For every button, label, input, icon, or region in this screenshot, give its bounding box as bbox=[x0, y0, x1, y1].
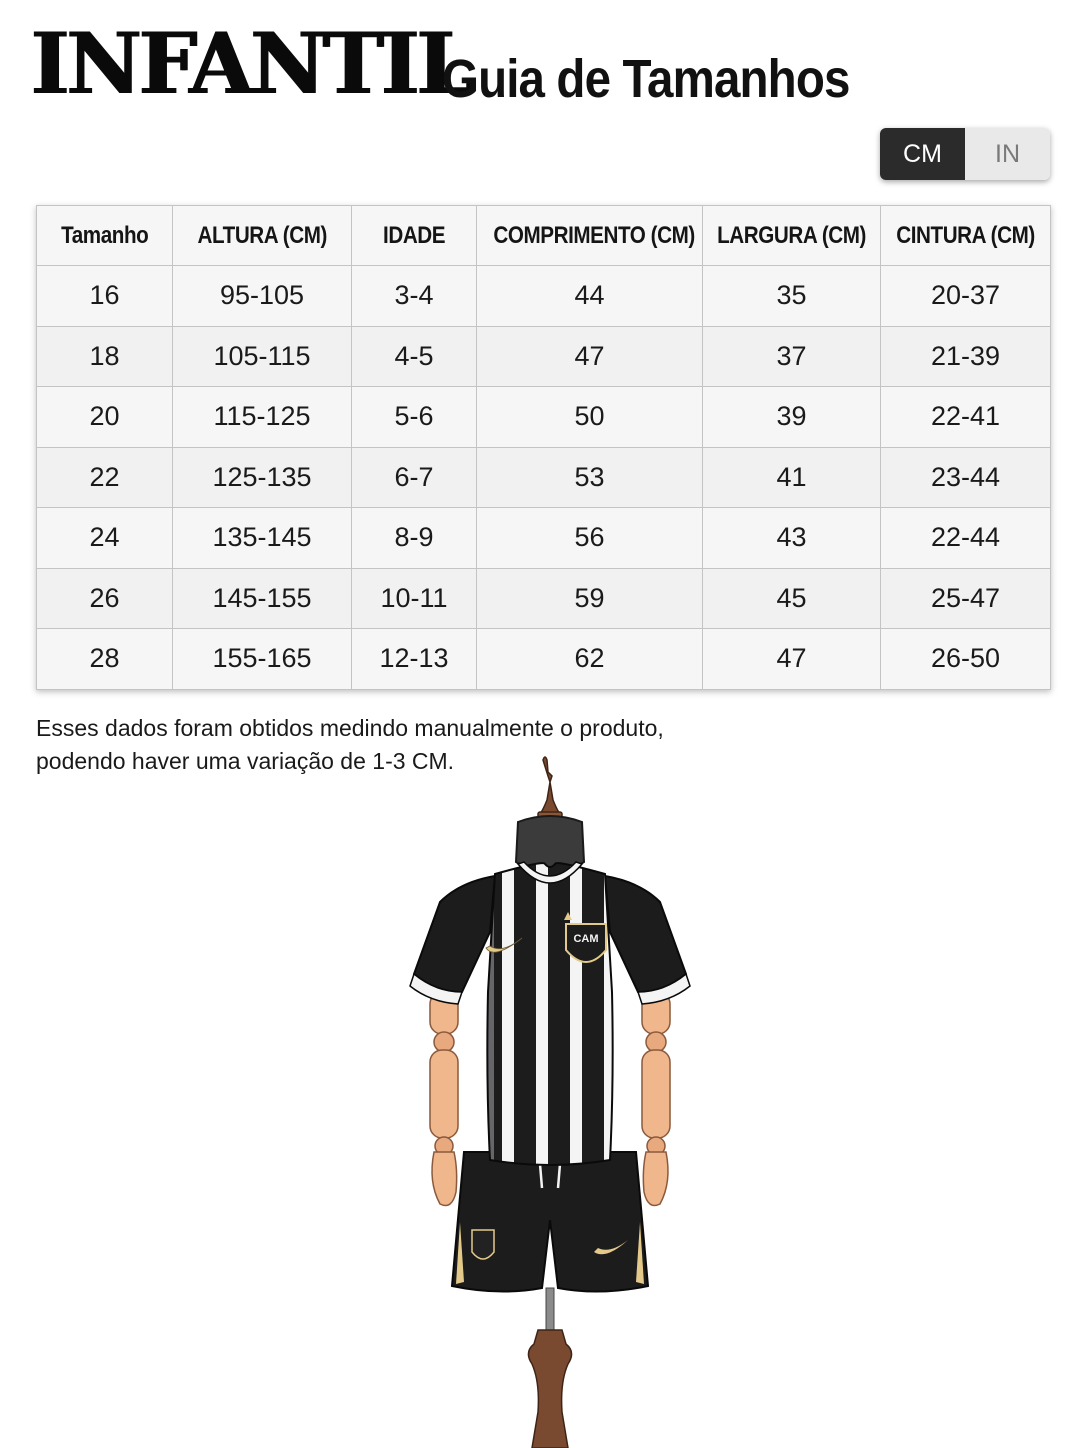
stand-pole-shape bbox=[546, 1288, 554, 1330]
cell-size: 28 bbox=[37, 629, 173, 690]
cell-height: 115-125 bbox=[173, 387, 352, 448]
unit-option-in[interactable]: IN bbox=[965, 128, 1050, 180]
cell-size: 16 bbox=[37, 266, 173, 327]
brand-title: INFANTIL bbox=[30, 14, 471, 113]
cell-size: 22 bbox=[37, 447, 173, 508]
header-largura: LARGURA (CM) bbox=[703, 206, 881, 266]
header-altura: ALTURA (CM) bbox=[173, 206, 352, 266]
right-sleeve-shape bbox=[605, 876, 686, 992]
cell-age: 6-7 bbox=[352, 447, 477, 508]
note-line-2: podendo haver uma variação de 1-3 CM. bbox=[36, 748, 455, 774]
cell-width: 43 bbox=[703, 508, 881, 569]
cell-height: 125-135 bbox=[173, 447, 352, 508]
cell-length: 53 bbox=[477, 447, 703, 508]
cell-waist: 23-44 bbox=[881, 447, 1051, 508]
cell-length: 62 bbox=[477, 629, 703, 690]
finial-shape bbox=[540, 757, 560, 814]
cell-width: 47 bbox=[703, 629, 881, 690]
cell-size: 24 bbox=[37, 508, 173, 569]
shorts-crest-icon bbox=[472, 1230, 494, 1259]
cell-height: 105-115 bbox=[173, 326, 352, 387]
table-row bbox=[37, 629, 1051, 690]
cell-length: 56 bbox=[477, 508, 703, 569]
table-row bbox=[37, 447, 1051, 508]
table-row bbox=[37, 568, 1051, 629]
kit-mannequin-image bbox=[400, 752, 700, 1448]
table-row bbox=[37, 508, 1051, 569]
left-sleeve-shape bbox=[414, 876, 495, 992]
stand-base-shape bbox=[528, 1330, 571, 1448]
header-comprimento: COMPRIMENTO (CM) bbox=[477, 206, 703, 266]
cell-age: 10-11 bbox=[352, 568, 477, 629]
table-header-row bbox=[37, 206, 1051, 266]
left-arm-shape bbox=[430, 992, 458, 1206]
cell-width: 39 bbox=[703, 387, 881, 448]
shorts-shape bbox=[452, 1152, 648, 1292]
cell-size: 20 bbox=[37, 387, 173, 448]
cell-width: 35 bbox=[703, 266, 881, 327]
cell-age: 3-4 bbox=[352, 266, 477, 327]
right-arm-shape bbox=[642, 992, 670, 1206]
cell-waist: 20-37 bbox=[881, 266, 1051, 327]
cell-size: 18 bbox=[37, 326, 173, 387]
note-line-1: Esses dados foram obtidos medindo manualmente o produto, bbox=[36, 715, 664, 741]
cell-height: 95-105 bbox=[173, 266, 352, 327]
cell-length: 47 bbox=[477, 326, 703, 387]
cell-waist: 22-41 bbox=[881, 387, 1051, 448]
cell-height: 135-145 bbox=[173, 508, 352, 569]
header-idade: IDADE bbox=[352, 206, 477, 266]
header-tamanho: Tamanho bbox=[37, 206, 173, 266]
crest-text: CAM bbox=[573, 933, 599, 945]
cell-length: 50 bbox=[477, 387, 703, 448]
table-row bbox=[37, 387, 1051, 448]
cell-height: 155-165 bbox=[173, 629, 352, 690]
cell-age: 8-9 bbox=[352, 508, 477, 569]
cell-length: 44 bbox=[477, 266, 703, 327]
cell-width: 37 bbox=[703, 326, 881, 387]
cell-size: 26 bbox=[37, 568, 173, 629]
table-row bbox=[37, 266, 1051, 327]
cell-age: 5-6 bbox=[352, 387, 477, 448]
cell-length: 59 bbox=[477, 568, 703, 629]
cell-waist: 21-39 bbox=[881, 326, 1051, 387]
cell-waist: 26-50 bbox=[881, 629, 1051, 690]
page-title: Guia de Tamanhos bbox=[442, 49, 850, 109]
cell-waist: 25-47 bbox=[881, 568, 1051, 629]
cell-age: 4-5 bbox=[352, 326, 477, 387]
cell-width: 45 bbox=[703, 568, 881, 629]
cell-waist: 22-44 bbox=[881, 508, 1051, 569]
size-chart-table bbox=[36, 205, 1051, 690]
table-row bbox=[37, 326, 1051, 387]
cell-age: 12-13 bbox=[352, 629, 477, 690]
cell-height: 145-155 bbox=[173, 568, 352, 629]
cell-width: 41 bbox=[703, 447, 881, 508]
unit-option-cm[interactable]: CM bbox=[880, 128, 965, 180]
unit-toggle bbox=[880, 128, 1050, 180]
header-cintura: CINTURA (CM) bbox=[881, 206, 1051, 266]
